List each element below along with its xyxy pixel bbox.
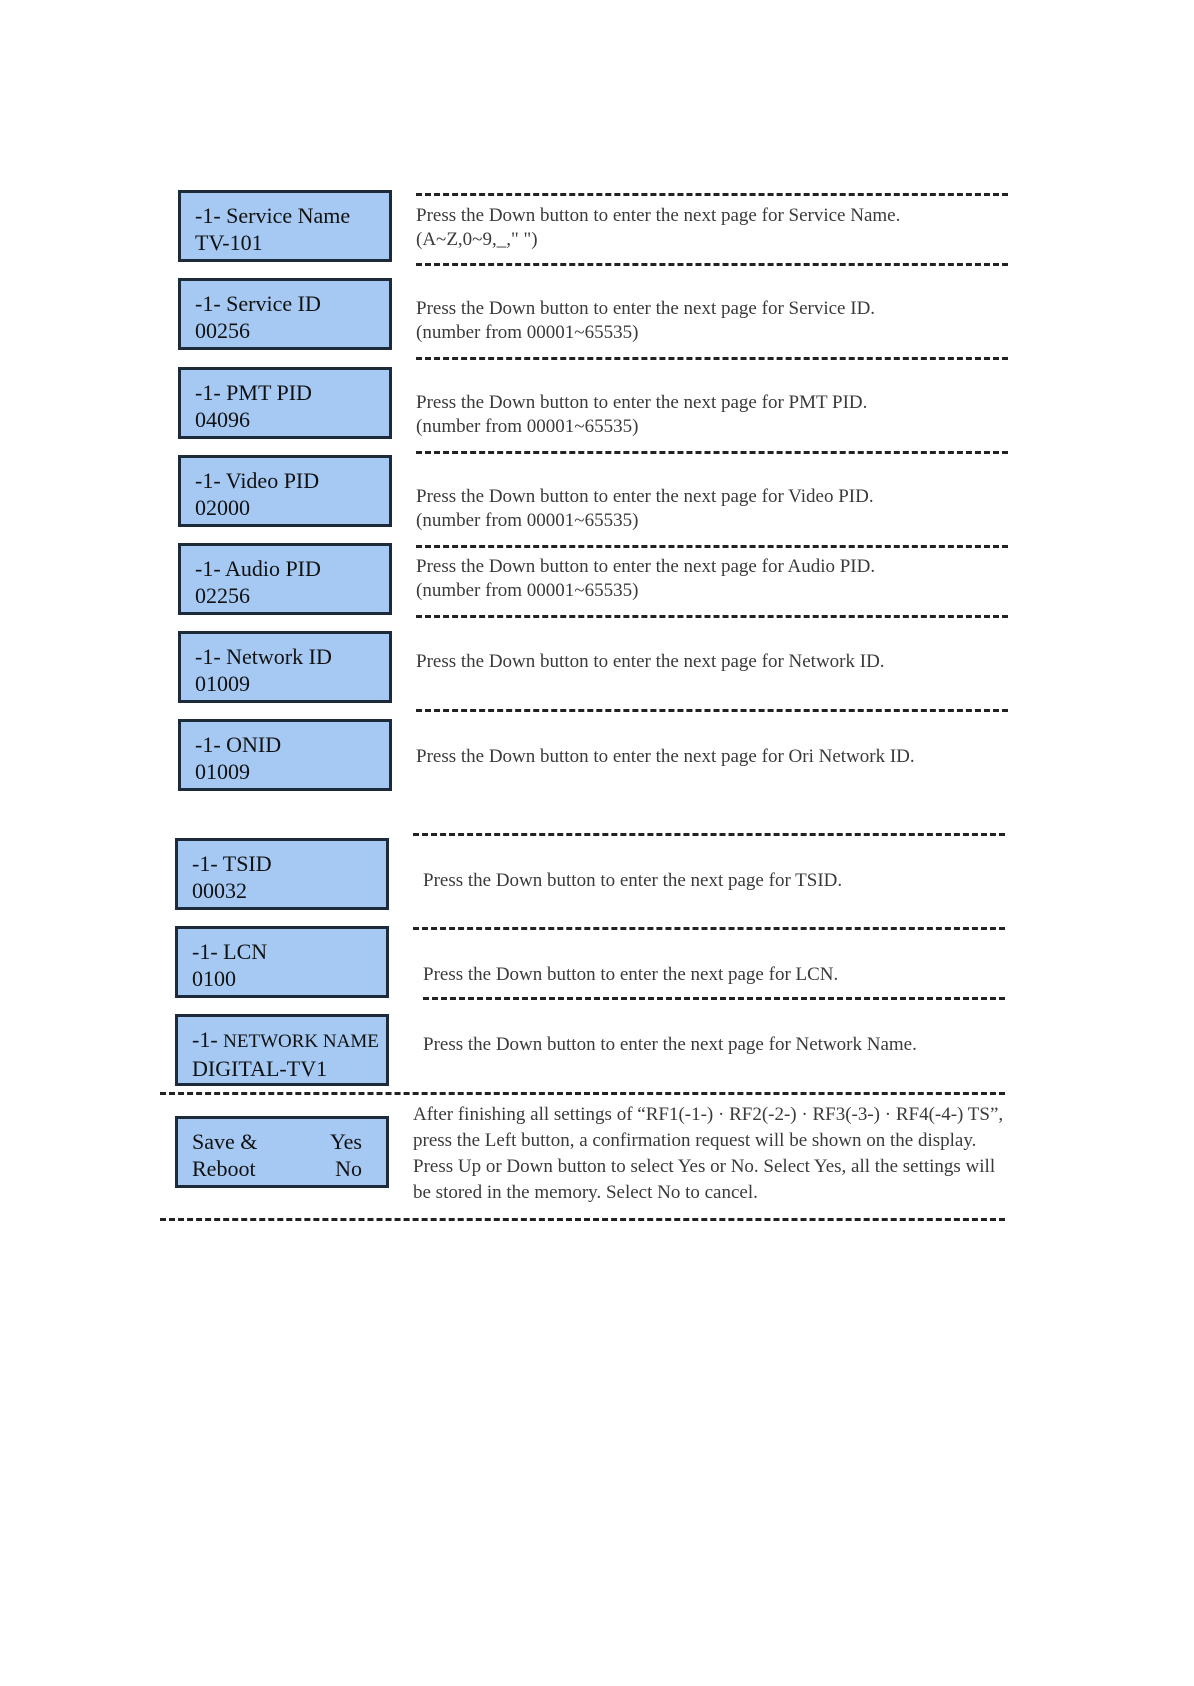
divider <box>416 357 1008 360</box>
lcd-title: -1- Service ID <box>195 291 321 316</box>
desc-audio-pid <box>416 555 875 603</box>
lcd-value: 01009 <box>195 671 250 696</box>
divider <box>413 927 1005 930</box>
desc-line: Press the Down button to enter the next page for Network ID. <box>416 651 885 672</box>
divider <box>160 1218 1005 1221</box>
save-label: Save & <box>192 1129 258 1154</box>
lcd-audio-pid <box>178 543 392 615</box>
lcd-service-name <box>178 190 392 262</box>
desc-line: Press the Down button to enter the next page for Ori Network ID. <box>416 746 915 767</box>
lcd-service-id <box>178 278 392 350</box>
lcd-title: -1- Service Name <box>195 203 351 228</box>
desc-service-name <box>416 204 900 252</box>
lcd-pmt-pid <box>178 367 392 439</box>
desc-line: be stored in the memory. Select No to cancel. <box>413 1182 758 1203</box>
divider <box>416 709 1008 712</box>
save-row-2 <box>192 1155 362 1182</box>
lcd-video-pid <box>178 455 392 527</box>
lcd-onid <box>178 719 392 791</box>
desc-line: (number from 00001~65535) <box>416 322 639 343</box>
divider <box>423 997 1005 1000</box>
lcd-title: -1- Video PID <box>195 468 320 493</box>
desc-line: Press the Down button to enter the next page for TSID. <box>423 870 843 891</box>
desc-tsid <box>423 869 842 893</box>
lcd-title: -1- LCN <box>192 939 268 964</box>
desc-lcn <box>423 963 838 987</box>
desc-line: Press the Down button to enter the next page for Service Name. <box>416 205 901 226</box>
lcd-value: 01009 <box>195 759 250 784</box>
divider <box>416 545 1008 548</box>
lcd-value: 02256 <box>195 583 250 608</box>
desc-pmt-pid <box>416 391 867 439</box>
lcd-title <box>192 1026 386 1055</box>
lcd-value: DIGITAL-TV1 <box>192 1056 328 1081</box>
desc-network-id <box>416 650 885 674</box>
desc-service-id <box>416 297 875 345</box>
lcd-value: TV-101 <box>195 230 263 255</box>
lcd-lcn <box>175 926 389 998</box>
desc-line: Press Up or Down button to select Yes or No. Select Yes, all the settings will <box>413 1156 996 1177</box>
desc-video-pid <box>416 485 874 533</box>
lcd-value: 02000 <box>195 495 250 520</box>
lcd-title-small: NETWORK NAME <box>223 1031 379 1052</box>
lcd-title-prefix: -1- <box>192 1027 224 1052</box>
lcd-value: 00032 <box>192 878 247 903</box>
reboot-label: Reboot <box>192 1156 256 1181</box>
lcd-network-name <box>175 1014 389 1086</box>
desc-line: Press the Down button to enter the next page for LCN. <box>423 964 839 985</box>
lcd-title: -1- ONID <box>195 732 282 757</box>
divider <box>416 263 1008 266</box>
yes-option: Yes <box>329 1129 362 1154</box>
lcd-title: -1- TSID <box>192 851 272 876</box>
lcd-network-id <box>178 631 392 703</box>
divider <box>416 615 1008 618</box>
desc-line: After finishing all settings of “RF1(-1-) · RF2(-2-) · RF3(-3-) · RF4(-4-) TS”, <box>413 1104 1004 1125</box>
desc-save-reboot <box>413 1102 1003 1206</box>
desc-line: (number from 00001~65535) <box>416 510 639 531</box>
lcd-value: 00256 <box>195 318 250 343</box>
desc-line: press the Left button, a confirmation request will be shown on the display. <box>413 1130 977 1151</box>
desc-line: Press the Down button to enter the next page for Service ID. <box>416 298 876 319</box>
divider <box>416 193 1008 196</box>
lcd-title: -1- Audio PID <box>195 556 321 581</box>
desc-line: (number from 00001~65535) <box>416 580 639 601</box>
desc-line: (number from 00001~65535) <box>416 416 639 437</box>
no-option: No <box>335 1156 362 1181</box>
divider <box>416 451 1008 454</box>
save-row-1 <box>192 1128 362 1155</box>
desc-line: Press the Down button to enter the next page for Video PID. <box>416 486 874 507</box>
lcd-title: -1- PMT PID <box>195 380 312 405</box>
lcd-save-reboot <box>175 1116 389 1188</box>
lcd-value: 04096 <box>195 407 250 432</box>
lcd-title: -1- Network ID <box>195 644 332 669</box>
desc-line: Press the Down button to enter the next page for Network Name. <box>423 1034 917 1055</box>
desc-network-name <box>423 1033 917 1057</box>
desc-line: (A~Z,0~9,_," ") <box>416 229 538 250</box>
divider <box>160 1092 1005 1095</box>
divider <box>413 833 1005 836</box>
desc-onid <box>416 745 915 769</box>
lcd-tsid <box>175 838 389 910</box>
desc-line: Press the Down button to enter the next page for Audio PID. <box>416 556 876 577</box>
lcd-value: 0100 <box>192 966 236 991</box>
desc-line: Press the Down button to enter the next page for PMT PID. <box>416 392 868 413</box>
